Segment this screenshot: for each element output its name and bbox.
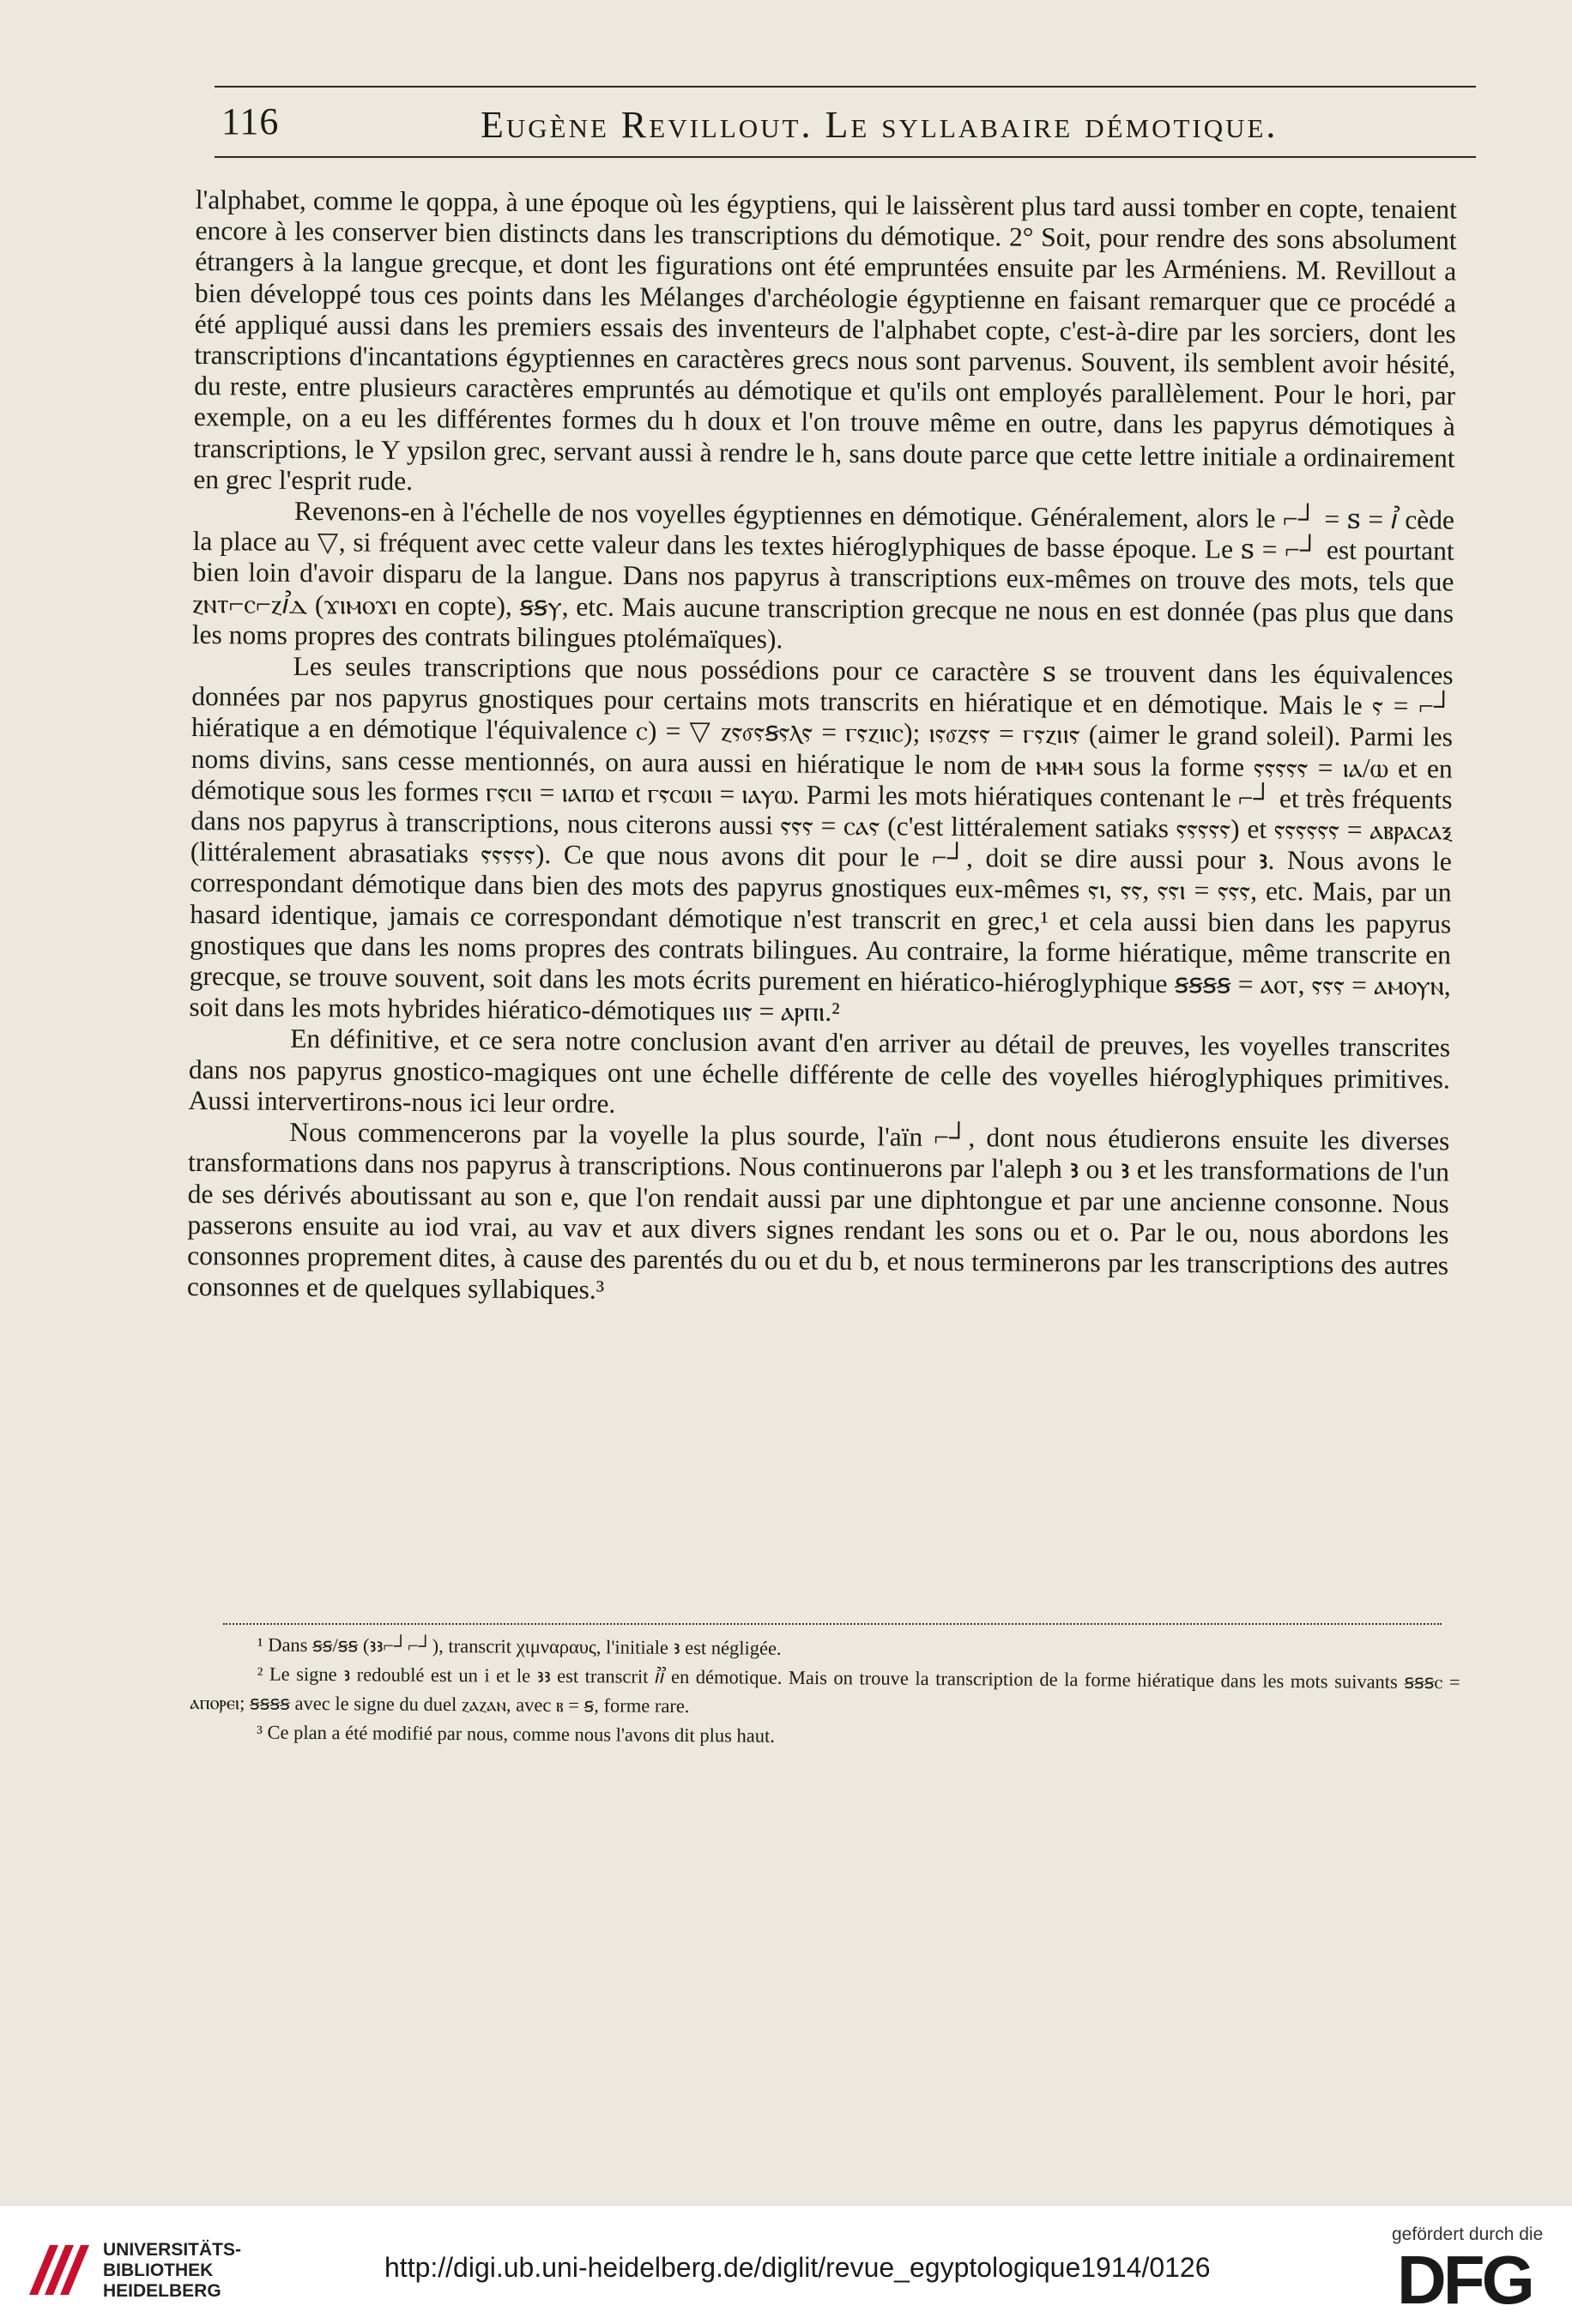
page-number: 116 (221, 100, 280, 142)
paragraph: Les seules transcriptions que nous possédions pour ce caractère ꜱ se trouvent dans les équivalences données par nos papyrus gnostiques pour certains mots transcrits en hiératique et en démotique. Mais le ⲋ = ⌐┘ hiératique a en démotique l'équivalence ⲥ) = ▽ ⲍⲋⳝⲋꞩⲋⲗⲋ = ⲅⲋⲍⲓⲓⲥ); ⲓⲋⳝⲍⲋⲋ = ⲅⲋⲍⲓⲓⲋ (aimer le grand soleil). Parmi les noms divins, sans cesse mentionnés, on aura aussi en hiératique le nom de ⲙⲙⲙ sous la forme ⲋⲋⲋⲋⲋ = ⲓⲁ/ⲱ et en démotique sous les formes ⲅⲋⲥⲓⲓ = ⲓⲁⲡⲱ et ⲅⲋⲥⲱⲓⲓ = ⲓⲁⲩⲱ. Parmi les mots hiératiques contenant le ⌐┘ et très fréquents dans nos papyrus à transcriptions, nous citerons aussi ⲋⲋⲋ = ⲥⲁⲋ (c'est littéralement satiaks ⲋⲋⲋⲋⲋ) et ⲋⲋⲋⲋⲋⲋ = ⲁⲃⲣⲁⲥⲁⲝ (littéralement abrasatiaks ⲋⲋⲋⲋⲋ). Ce que nous avons dit pour le ⌐┘, doit se dire aussi pour ꜣ. Nous avons le correspondant démotique dans bien des mots des papyrus gnostiques eux-mêmes ⲋⲓ, ⲋⲋ, ⲋⲋⲓ = ⲋⲋⲋ, etc. Mais, par un hasard identique, jamais ce correspondant démotique n'est transcrit en grec,¹ et cela aussi bien dans les papyrus gnostiques que dans les noms propres des contrats bilingues. Au contraire, la forme hiératique, même transcrite en grecque, se trouve souvent, soit dans les mots écrits purement en hiératico-hiéroglyphique ꞩꞩꞩꞩ = ⲁⲟⲧ, ⲋⲋⲋ = ⲁⲙⲟⲩⲛ, soit dans les mots hybrides hiératico-démotiques ⲓⲓⲓⲋ = ⲁⲣⲡⲓ.² (189, 650, 1454, 1028)
footnote-divider (223, 1623, 1442, 1625)
dfg-logo-icon (1397, 2247, 1548, 2309)
paragraph: Revenons-en à l'échelle de nos voyelles égyptiennes en démotique. Généralement, alors le ⌐┘ = ꜱ = ꞽ cède la place au ▽, si fréquent avec cette valeur dans les textes hiéroglyphiques de basse époque. Le ꜱ = ⌐┘ est pourtant bien loin d'avoir disparu de la langue. Dans nos papyrus à transcriptions eux-mêmes on trouve des mots, tels que ⲍⲛⲧ⌐ⲥ⌐ⲍꞽⲇ (ϫⲓⲙⲟϫⲓ en copte), ꞩꞩⲩ, etc. Mais aucune transcription grecque ne nous en est donnée (pas plus que dans les noms propres des contrats bilingues ptolémaïques). (191, 495, 1455, 655)
library-name: UNIVERSITÄTS- BIBLIOTHEK HEIDELBERG (103, 2240, 242, 2301)
footnote: ³ Ce plan a été modifié par nous, comme nous l'avons dit plus haut. (257, 1721, 776, 1747)
university-library-logo-icon (24, 2240, 94, 2300)
funded-by-label: gefördert durch die (1392, 2224, 1544, 2244)
footnote: ² Le signe ꜣ redoublé est un i et le ꜣꜣ est transcrit ꞽꞽ en démotique. Mais on trouve la transcription de la forme hiératique dans les mots suivants ꞩꞩꞩⲥ = ⲁⲡⲟⲣⲉⲓ; ꞩꞩꞩꞩ avec le signe du duel ⲍⲁⲍⲁⲛ, avec ⲃ = ꞩ, forme rare. (190, 1663, 1460, 1717)
dfg-logo-text: DFG (1397, 2247, 1532, 2309)
paragraph: En définitive, et ce sera notre conclusion avant d'en arriver au détail de preuves, les voyelles transcrites dans nos papyrus gnostico-magiques ont une échelle différente de celle des voyelles hiéroglyphiques primitives. Aussi intervertirons-nous ici leur ordre. (188, 1023, 1451, 1119)
running-title: Eugène Revillout. Le syllabaire démotique. (481, 104, 1279, 146)
footnotes (190, 1630, 1460, 1755)
permalink-url[interactable]: http://digi.ub.uni-heidelberg.de/diglit/revue_egyptologique1914/0126 (384, 2252, 1211, 2283)
digitization-footer (0, 2205, 1572, 2324)
paragraph: Nous commencerons par la voyelle la plus sourde, l'aïn ⌐┘, dont nous étudierons ensuite les diverses transformations dans nos papyrus à transcriptions. Nous continuerons par l'aleph ꜣ ou ꜣ et les transformations de l'un de ses dérivés aboutissant au son e, que l'on rendait aussi par une diphtongue et par une ancienne consonne. Nous passerons ensuite au iod vrai, au vav et aux divers signes rendant les sons ou et o. Par le ou, nous abordons les consonnes proprement dites, à cause des parentés du ou et du b, et nous terminerons par les transcriptions des autres consonnes et de quelques syllabiques.³ (186, 1116, 1450, 1305)
body-text (187, 184, 1457, 1313)
page-header (215, 86, 1476, 158)
footnote: ¹ Dans ꞩꞩ/ꞩꞩ (ꜣꜣ⌐┘⌐┘), transcrit χιμναραυς, l'initiale ꜣ est négligée. (257, 1633, 782, 1659)
paragraph: l'alphabet, comme le qoppa, à une époque où les égyptiens, qui le laissèrent plus tard aussi tomber en copte, tenaient encore à les conserver bien distincts dans les transcriptions du démotique. 2° Soit, pour rendre des sons absolument étrangers à la langue grecque, et dont les figurations ont été empruntées ensuite par les Arméniens. M. Revillout a bien développé tous ces points dans les Mélanges d'archéologie égyptienne en faisant remarquer que ce procédé a été appliqué aussi dans les premiers essais des inventeurs de l'alphabet copte, c'est-à-dire par les sorciers, dont les transcriptions d'incantations égyptiennes en caractères grecs nous sont parvenus. Souvent, ils semblent avoir hésité, du reste, entre plusieurs caractères empruntés au démotique et qu'ils ont employés parallèlement. Pour le hori, par exemple, on a eu les différentes formes du h doux et l'on trouve même en outre, dans les papyrus démotiques à transcriptions, le Υ ypsilon grec, servant aussi à rendre le h, sans doute parce que cette lettre initiale a ordinairement en grec l'esprit rude. (193, 184, 1457, 496)
